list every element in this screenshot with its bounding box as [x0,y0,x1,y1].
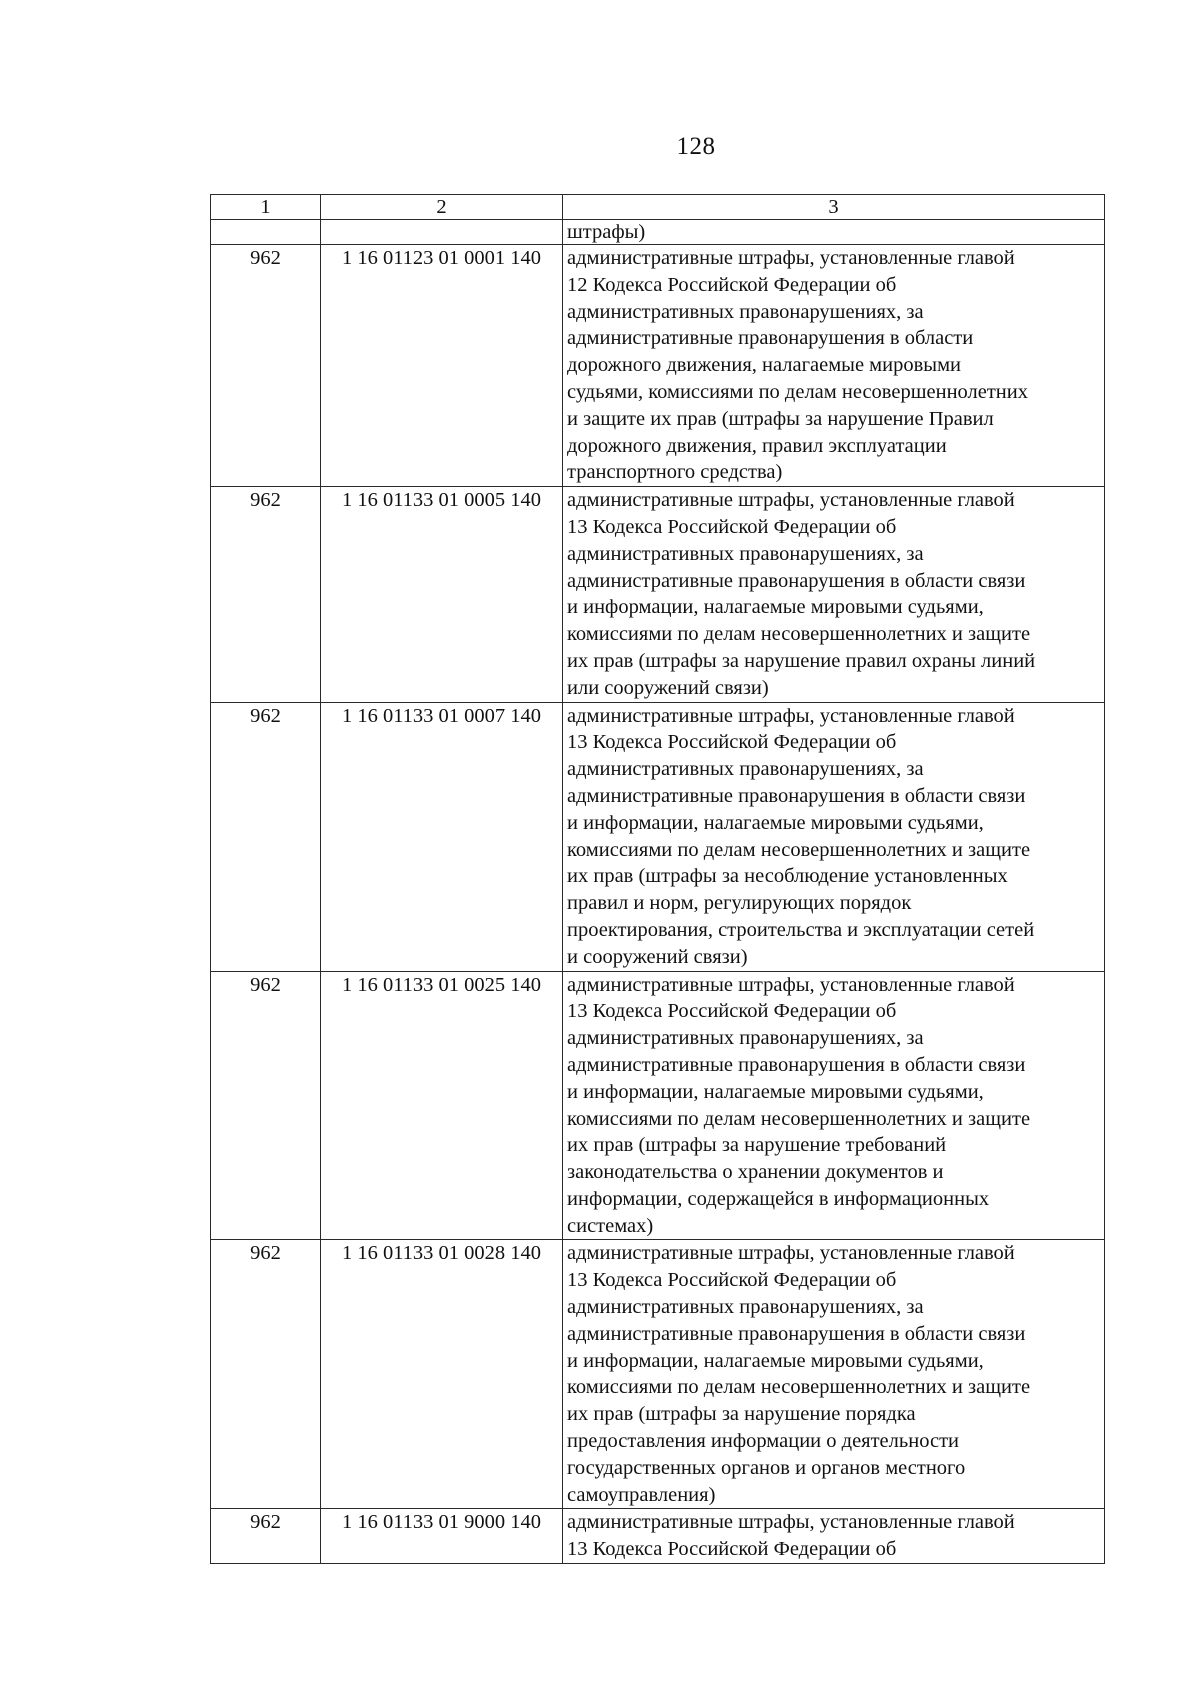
admin-code-cell: 962 [211,1240,321,1509]
description-text: административные штрафы, установленные главой 13 Кодекса Российской Федерации об административных правонарушениях, за административные правонарушения в области связи и информации, налагаемые мировыми судьями, комиссиями по делам несовершеннолетних и защите их прав (штрафы за нарушение порядка предоставления информации о деятельности государственных органов и органов местного самоуправления) [567,1242,1031,1506]
continuation-row [211,220,1105,245]
admin-code-cell: 962 [211,971,321,1240]
description-text: административные штрафы, установленные главой 13 Кодекса Российской Федерации об административных правонарушениях, за административные правонарушения в области связи и информации, налагаемые мировыми судьями, комиссиями по делам несовершеннолетних и защите их прав (штрафы за несоблюдение установленных правил и норм, регулирующих порядок проектирования, строительства и эксплуатации сетей и сооружений связи) [567,704,1035,968]
table-row [211,971,1105,1240]
description-cell [563,245,1105,487]
description-cell [563,487,1105,702]
admin-code-cell: 962 [211,1509,321,1564]
description-cell [563,702,1105,971]
description-text: административные штрафы, установленные главой 13 Кодекса Российской Федерации об административных правонарушениях, за административные правонарушения в области связи и информации, налагаемые мировыми судьями, комиссиями по делам несовершеннолетних и защите их прав (штрафы за нарушение правил охраны линий или сооружений связи) [567,489,1036,699]
table-row [211,245,1105,487]
description-cell [563,971,1105,1240]
budget-code-cell: 1 16 01133 01 9000 140 [321,1509,563,1564]
budget-code-cell: 1 16 01123 01 0001 140 [321,245,563,487]
table-row [211,1509,1105,1564]
table-row [211,702,1105,971]
description-cell [563,1509,1105,1564]
table-row [211,487,1105,702]
budget-code-cell: 1 16 01133 01 0007 140 [321,702,563,971]
admin-code-cell: 962 [211,702,321,971]
budget-code-cell: 1 16 01133 01 0025 140 [321,971,563,1240]
column-header-1: 1 [211,195,321,220]
budget-code-cell: 1 16 01133 01 0028 140 [321,1240,563,1509]
budget-code-cell: 1 16 01133 01 0005 140 [321,487,563,702]
description-text: административные штрафы, установленные главой 12 Кодекса Российской Федерации об административных правонарушениях, за административные правонарушения в области дорожного движения, налагаемые мировыми судьями, комиссиями по делам несовершеннолетних и защите их прав (штрафы за нарушение Правил дорожного движения, правил эксплуатации транспортного средства) [567,247,1028,484]
admin-code-cell: 962 [211,487,321,702]
admin-code-cell: 962 [211,245,321,487]
budget-code-table [210,194,1105,1564]
page-number: 128 [676,133,716,160]
table-header-row [211,195,1105,220]
description-text: административные штрафы, установленные главой 13 Кодекса Российской Федерации об [567,1511,1015,1561]
continuation-cell-empty-2 [321,220,563,245]
continuation-cell-empty-1 [211,220,321,245]
description-text: административные штрафы, установленные главой 13 Кодекса Российской Федерации об административных правонарушениях, за административные правонарушения в области связи и информации, налагаемые мировыми судьями, комиссиями по делам несовершеннолетних и защите их прав (штрафы за нарушение требований законодательства о хранении документов и информации, содержащейся в информационных системах) [567,973,1031,1237]
continuation-text: штрафы) [563,220,1105,245]
description-cell [563,1240,1105,1509]
column-header-2: 2 [321,195,563,220]
column-header-3: 3 [563,195,1105,220]
table-row [211,1240,1105,1509]
